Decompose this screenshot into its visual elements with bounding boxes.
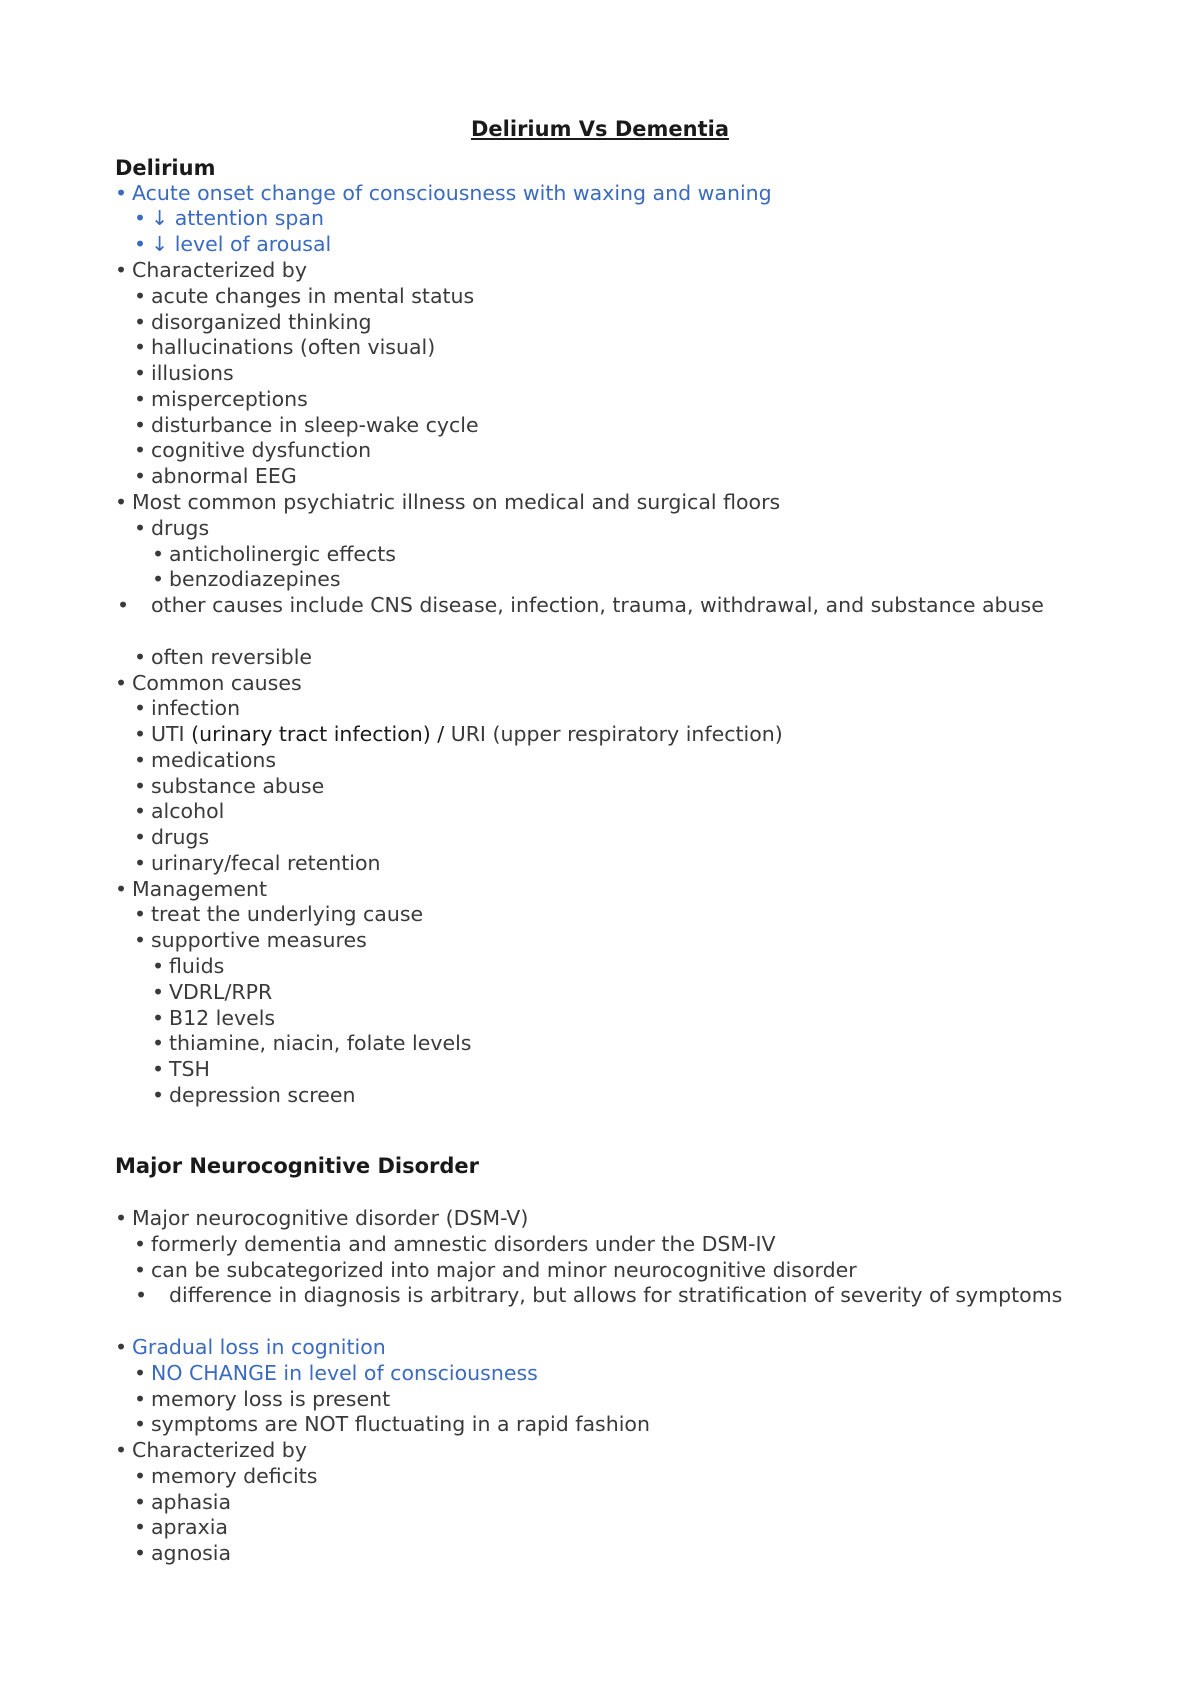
bullet-glyph: • [134, 774, 147, 798]
list-item-text: Management [132, 877, 268, 901]
bullet-glyph: • [134, 851, 147, 875]
list-item [134, 695, 240, 721]
list-item [134, 1489, 231, 1515]
list-item-text: abnormal EEG [151, 464, 297, 488]
list-item [134, 231, 331, 257]
list-item-text: ↓ level of arousal [151, 232, 332, 256]
bullet-glyph: • [134, 438, 147, 462]
list-item-text: benzodiazepines [169, 567, 341, 591]
list-item [134, 747, 276, 773]
list-item-text: Gradual loss in cognition [132, 1335, 386, 1359]
list-item-text: Characterized by [132, 1438, 307, 1462]
list-item [134, 386, 308, 412]
list-item-text: VDRL/RPR [169, 980, 273, 1004]
list-item [135, 1282, 1069, 1308]
list-item [115, 876, 267, 902]
list-item [134, 1257, 857, 1283]
list-item [152, 566, 341, 592]
bullet-glyph: • [152, 1031, 165, 1055]
bullet-glyph: • [134, 335, 147, 359]
list-item [134, 463, 297, 489]
list-item [134, 515, 209, 541]
list-item-text: Major neurocognitive disorder (DSM-V) [132, 1206, 529, 1230]
list-item [134, 437, 371, 463]
list-item-text: treat the underlying cause [151, 902, 424, 926]
list-item [152, 541, 396, 567]
bullet-glyph: • [134, 464, 147, 488]
bullet-glyph: • [115, 671, 128, 695]
bullet-glyph: • [134, 206, 147, 230]
ncd-heading: Major Neurocognitive Disorder [115, 1154, 479, 1178]
bullet-glyph: • [134, 310, 147, 334]
list-item [152, 1005, 275, 1031]
list-item [134, 798, 224, 824]
list-item-text: memory deficits [151, 1464, 318, 1488]
bullet-glyph: • [115, 490, 128, 514]
list-item-text: alcohol [151, 799, 225, 823]
list-item [115, 180, 772, 206]
list-item-text: symptoms are NOT fluctuating in a rapid fashion [151, 1412, 650, 1436]
list-item-text: disorganized thinking [151, 310, 372, 334]
list-item [134, 1231, 776, 1257]
bullet-glyph: • [134, 748, 147, 772]
list-item [152, 1082, 355, 1108]
bullet-glyph: • [152, 1006, 165, 1030]
list-item-text: agnosia [151, 1541, 232, 1565]
bullet-glyph: • [115, 1206, 128, 1230]
list-item-text: misperceptions [151, 387, 308, 411]
bullet-glyph: • [134, 1412, 147, 1436]
bullet-glyph: • [134, 645, 147, 669]
list-item [134, 824, 209, 850]
list-item-text: depression screen [169, 1083, 356, 1107]
list-item [134, 773, 324, 799]
list-item-text: substance abuse [151, 774, 325, 798]
list-item-text: disturbance in sleep-wake cycle [151, 413, 479, 437]
bullet-glyph: • [134, 1258, 147, 1282]
list-item [115, 1437, 307, 1463]
list-item [134, 850, 381, 876]
bullet-glyph: • [134, 722, 147, 746]
list-item-text: acute changes in mental status [151, 284, 475, 308]
bullet-glyph: • [134, 696, 147, 720]
bullet-glyph: • [134, 1515, 147, 1539]
list-item-text: supportive measures [151, 928, 367, 952]
list-item-text: UTI [151, 722, 192, 746]
bullet-glyph: • [134, 799, 147, 823]
list-item-text: formerly dementia and amnestic disorders under the DSM-IV [151, 1232, 776, 1256]
list-item [134, 927, 367, 953]
list-item [152, 1030, 471, 1056]
bullet-glyph: • [134, 284, 147, 308]
list-item-text: difference in diagnosis is arbitrary, but allows for stratification of severity of symptoms [169, 1283, 1063, 1307]
list-item-text: B12 levels [169, 1006, 276, 1030]
list-item-text: aphasia [151, 1490, 232, 1514]
list-item [134, 644, 312, 670]
list-item-text: can be subcategorized into major and minor neurocognitive disorder [151, 1258, 857, 1282]
bullet-glyph: • [115, 1438, 128, 1462]
bullet-glyph: • [134, 1490, 147, 1514]
list-item-text: Most common psychiatric illness on medical and surgical floors [132, 490, 781, 514]
list-item [152, 979, 272, 1005]
list-item [115, 1205, 528, 1231]
bullet-glyph: • [115, 1335, 128, 1359]
list-item-text: drugs [151, 516, 210, 540]
list-item [115, 257, 307, 283]
delirium-heading: Delirium [115, 156, 216, 180]
list-item-text: drugs [151, 825, 210, 849]
bullet-glyph: • [152, 542, 165, 566]
list-item-text: other causes include CNS disease, infection, trauma, withdrawal, and substance abuse [151, 593, 1044, 617]
list-item [134, 901, 423, 927]
bullet-glyph: • [134, 413, 147, 437]
list-item [115, 1334, 386, 1360]
bullet-glyph: • [152, 1083, 165, 1107]
list-item-text: URI (upper respiratory infection) [450, 722, 783, 746]
list-item [152, 953, 224, 979]
list-item-text: Common causes [132, 671, 302, 695]
list-item-text: urinary/fecal retention [151, 851, 381, 875]
document-title: Delirium Vs Dementia [471, 117, 729, 141]
list-item [134, 1540, 231, 1566]
bullet-glyph: • [134, 516, 147, 540]
bullet-glyph: • [134, 1387, 147, 1411]
list-item-text: anticholinergic effects [169, 542, 396, 566]
list-item [115, 489, 780, 515]
bullet-glyph: • [134, 387, 147, 411]
list-item-text: hallucinations (often visual) [151, 335, 436, 359]
bullet-glyph: • [152, 980, 165, 1004]
list-item [134, 334, 435, 360]
list-item-text: NO CHANGE in level of consciousness [151, 1361, 538, 1385]
bullet-glyph: • [134, 1361, 147, 1385]
list-item [152, 1056, 210, 1082]
bullet-glyph: • [134, 361, 147, 385]
bullet-glyph: • [134, 1232, 147, 1256]
bullet-glyph: • [134, 902, 147, 926]
list-item [134, 360, 234, 386]
list-item [134, 412, 479, 438]
list-item [134, 1463, 317, 1489]
list-item [115, 670, 302, 696]
list-item-text: medications [151, 748, 277, 772]
bullet-glyph: • [115, 258, 128, 282]
list-item [134, 283, 474, 309]
list-item [134, 309, 371, 335]
bullet-glyph: • [152, 954, 165, 978]
bullet-glyph: • [152, 1057, 165, 1081]
bullet-glyph: • [152, 567, 165, 591]
list-item-text: cognitive dysfunction [151, 438, 372, 462]
bullet-glyph: • [117, 593, 130, 617]
list-item-text: apraxia [151, 1515, 228, 1539]
list-item-text: (urinary tract infection) / [191, 722, 451, 746]
list-item-text: often reversible [151, 645, 313, 669]
bullet-glyph: • [115, 181, 128, 205]
list-item [134, 721, 783, 747]
bullet-glyph: • [134, 1541, 147, 1565]
list-item [134, 1514, 228, 1540]
list-item-text: memory loss is present [151, 1387, 391, 1411]
list-item-text: illusions [151, 361, 234, 385]
list-item-text: TSH [169, 1057, 210, 1081]
list-item-text: ↓ attention span [151, 206, 324, 230]
list-item-text: thiamine, niacin, folate levels [169, 1031, 472, 1055]
list-item [134, 205, 324, 231]
list-item-text: Characterized by [132, 258, 307, 282]
bullet-glyph: • [134, 1464, 147, 1488]
list-item [117, 592, 1091, 618]
bullet-glyph: • [134, 232, 147, 256]
list-item [134, 1386, 390, 1412]
list-item-text: fluids [169, 954, 225, 978]
list-item-text: infection [151, 696, 241, 720]
list-item-text: Acute onset change of consciousness with waxing and waning [132, 181, 772, 205]
list-item [134, 1411, 650, 1437]
bullet-glyph: • [115, 877, 128, 901]
bullet-glyph: • [135, 1283, 148, 1307]
list-item [134, 1360, 538, 1386]
bullet-glyph: • [134, 928, 147, 952]
bullet-glyph: • [134, 825, 147, 849]
